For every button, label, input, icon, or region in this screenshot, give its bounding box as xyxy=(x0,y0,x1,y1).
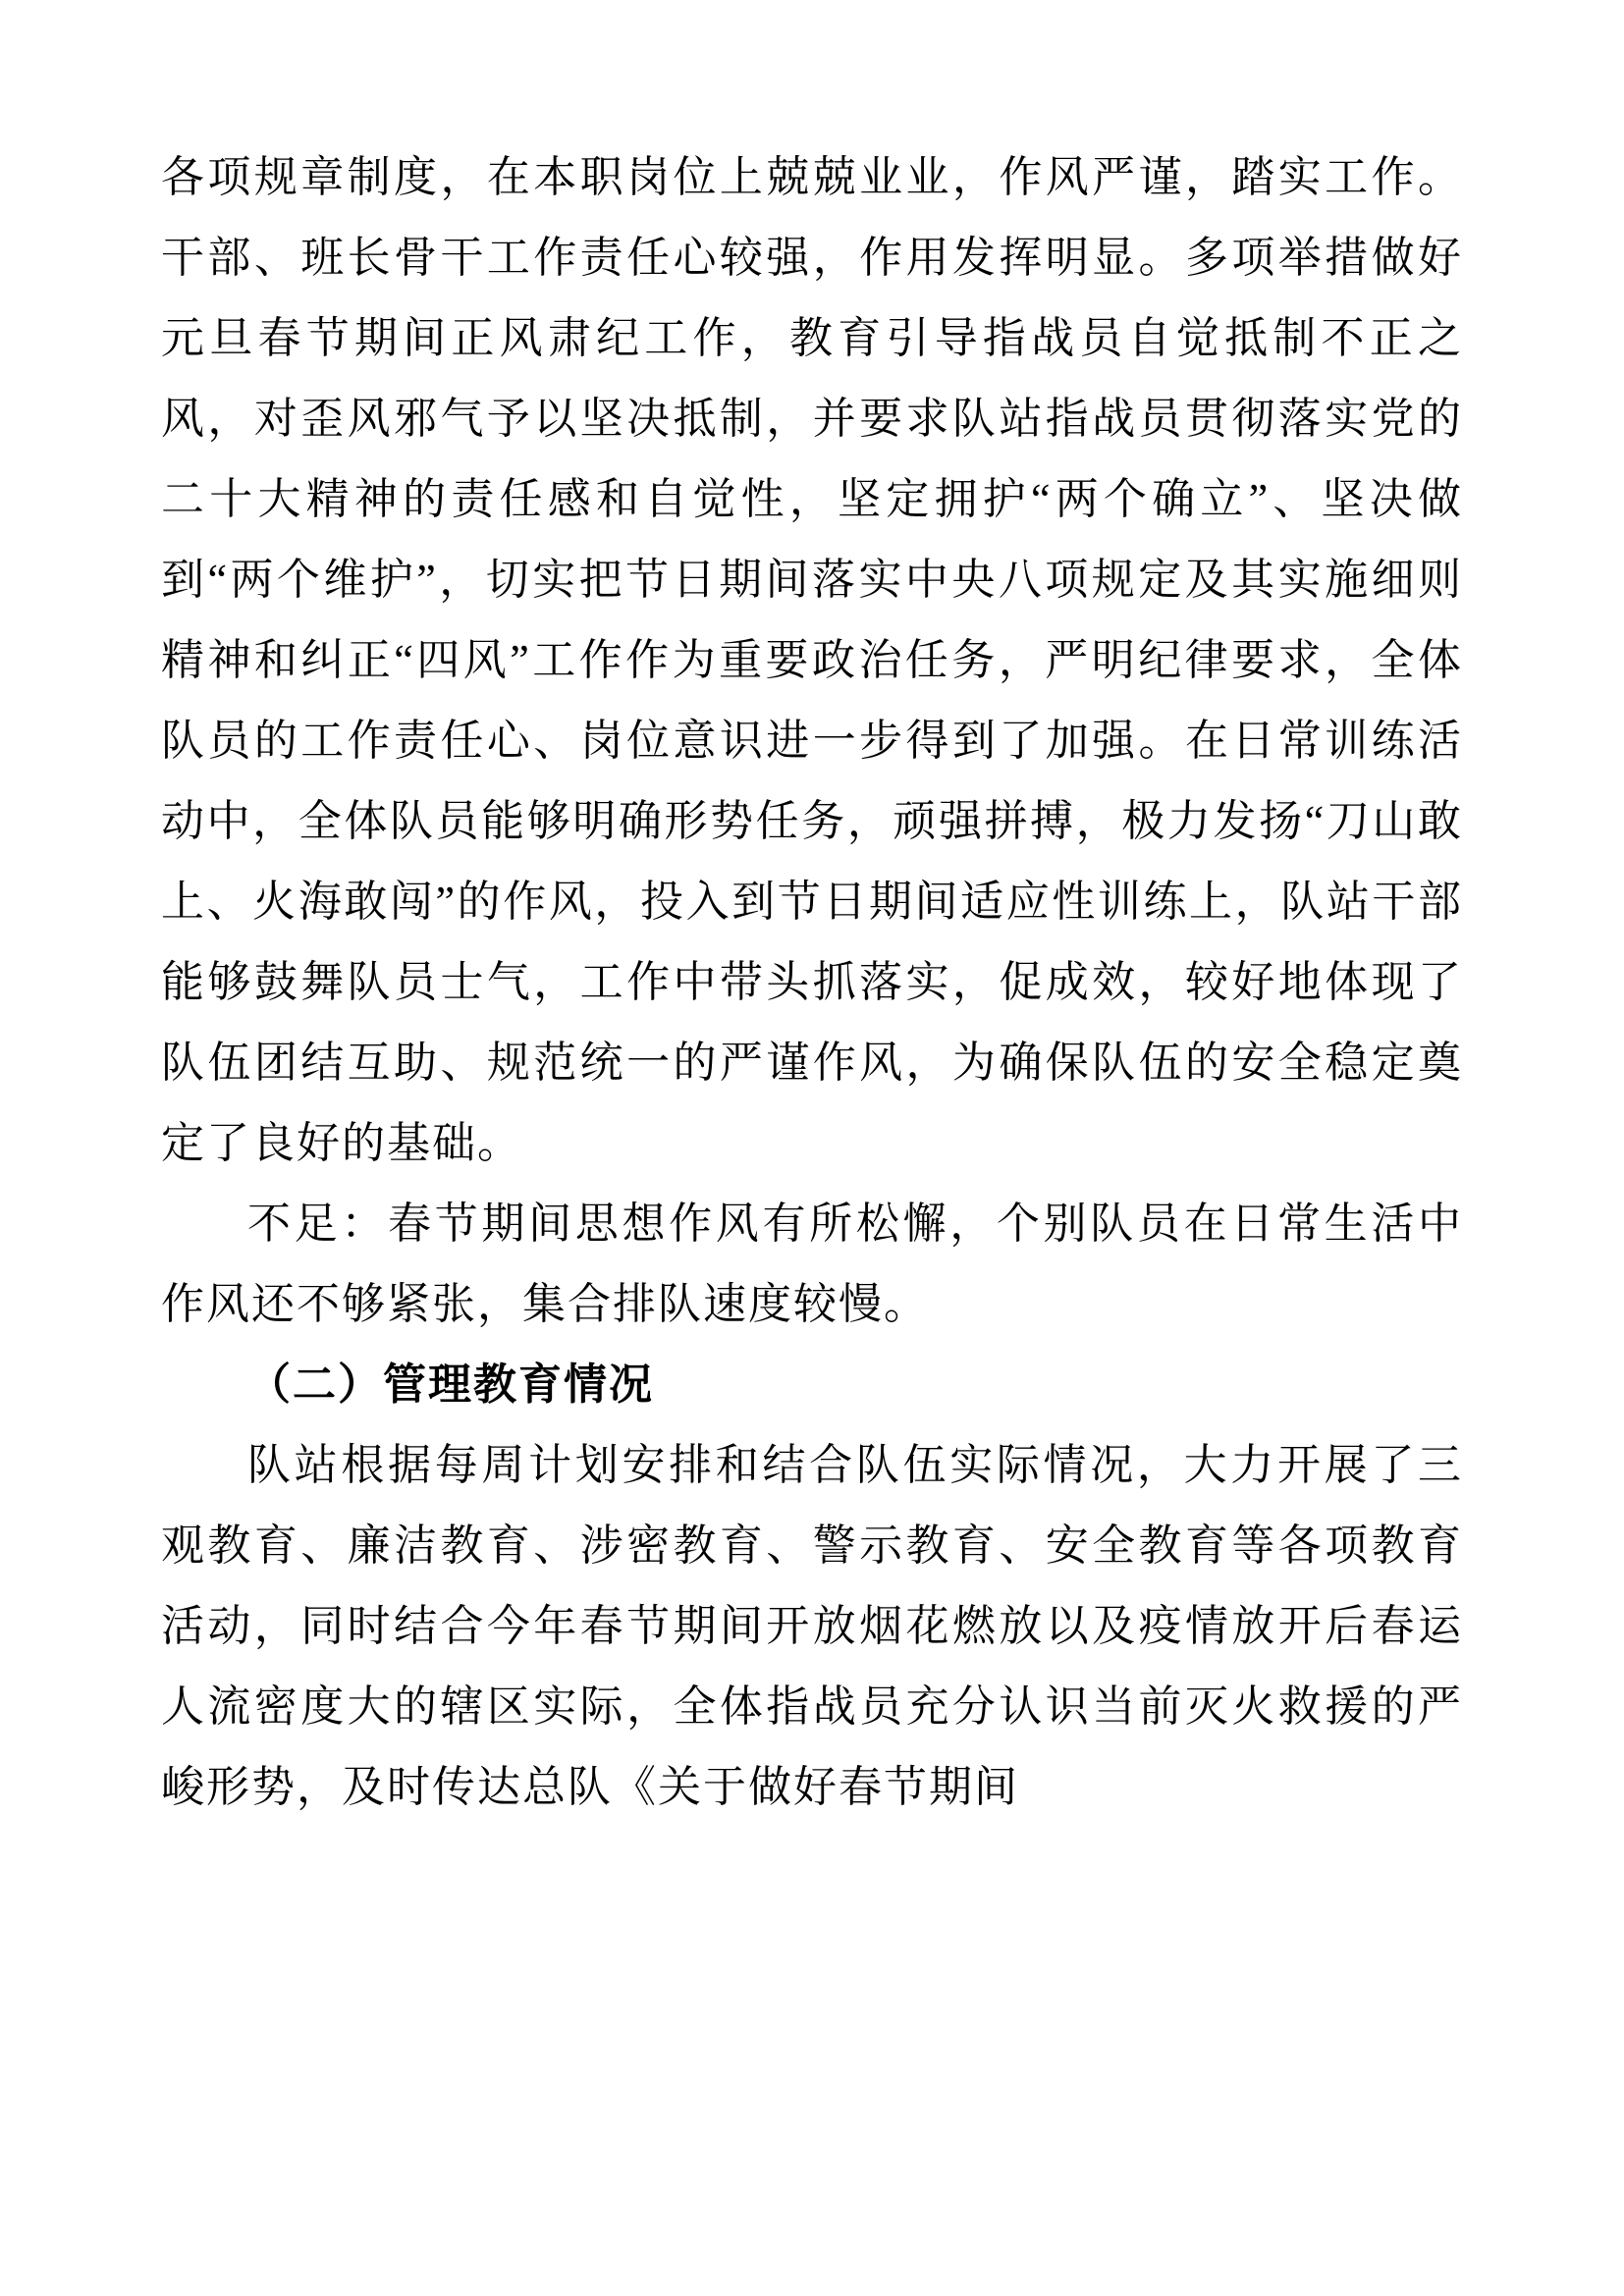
paragraph: 各项规章制度，在本职岗位上兢兢业业，作风严谨，踏实工作。干部、班长骨干工作责任心较强，作用发挥明显。多项举措做好元旦春节期间正风肃纪工作，教育引导指战员自觉抵制不正之风，对歪风邪气予以坚决抵制，并要求队站指战员贯彻落实党的二十大精神的责任感和自觉性，坚定拥护“两个确立”、坚决做到“两个维护”，切实把节日期间落实中央八项规定及其实施细则精神和纠正“四风”工作作为重要政治任务，严明纪律要求，全体队员的工作责任心、岗位意识进一步得到了加强。在日常训练活动中，全体队员能够明确形势任务，顽强拼搏，极力发扬“刀山敢上、火海敢闯”的作风，投入到节日期间适应性训练上，队站干部能够鼓舞队员士气，工作中带头抓落实，促成效，较好地体现了队伍团结互助、规范统一的严谨作风，为确保队伍的安全稳定奠定了良好的基础。 xyxy=(161,153,1463,1167)
document-body xyxy=(161,137,1463,1828)
paragraph: 不足：春节期间思想作风有所松懈，个别队员在日常生活中作风还不够紧张，集合排队速度较慢。 xyxy=(161,1200,1463,1328)
section-heading: （二）管理教育情况 xyxy=(247,1361,654,1409)
paragraph: 队站根据每周计划安排和结合队伍实际情况，大力开展了三观教育、廉洁教育、涉密教育、警示教育、安全教育等各项教育活动，同时结合今年春节期间开放烟花燃放以及疫情放开后春运人流密度大的辖区实际，全体指战员充分认识当前灭火救援的严峻形势，及时传达总队《关于做好春节期间 xyxy=(161,1441,1463,1811)
